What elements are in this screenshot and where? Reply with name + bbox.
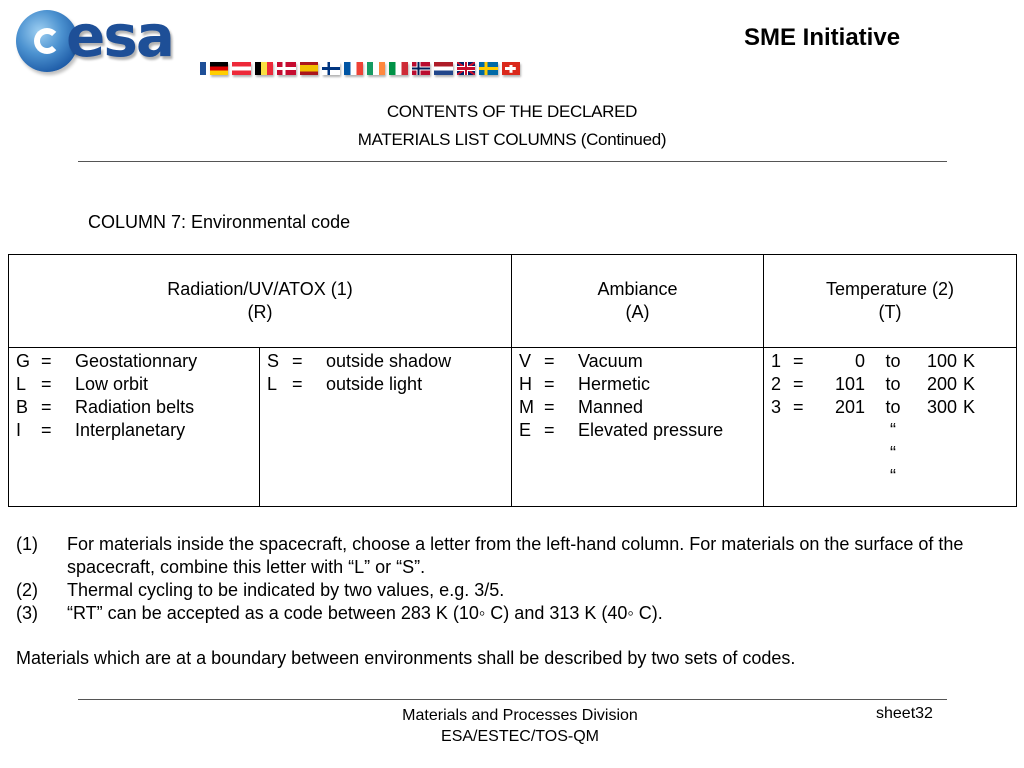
range-unit: K xyxy=(963,374,976,394)
ditto-row xyxy=(771,465,975,488)
code-row xyxy=(519,396,723,419)
flag-es-icon xyxy=(300,62,318,75)
footnote-number: (3) xyxy=(16,603,38,623)
code-row xyxy=(16,419,197,442)
sheet-number: sheet32 xyxy=(876,705,933,722)
equals-sign: = xyxy=(41,351,52,371)
radiation-orbit-list xyxy=(16,350,197,442)
temperature-row xyxy=(771,396,975,419)
code-letter: G xyxy=(16,351,31,371)
equals-sign: = xyxy=(544,351,555,371)
footnote-number: (2) xyxy=(16,580,38,600)
header-temperature-name: Temperature (2) xyxy=(825,279,955,299)
code-letter: E xyxy=(519,420,532,440)
equals-sign: = xyxy=(41,420,52,440)
radiation-exposure-cell xyxy=(260,348,512,507)
flag-be-icon xyxy=(255,62,273,75)
code-letter: V xyxy=(519,351,532,371)
footnote-text: “RT” can be accepted as a code between 283 K (10◦ C) and 313 K (40◦ C). xyxy=(67,603,663,623)
ditto-pad xyxy=(821,419,869,442)
range-from: 101 xyxy=(834,374,865,394)
footer-division: Materials and Processes Division xyxy=(402,707,638,724)
page-header-title: SME Initiative xyxy=(744,24,901,51)
flag-fr-icon xyxy=(344,62,362,75)
flag-no-icon xyxy=(412,62,430,75)
header-temperature xyxy=(764,255,1017,348)
temperature-code: 2 xyxy=(771,374,782,394)
equals-sign: = xyxy=(544,420,555,440)
code-row xyxy=(16,396,197,419)
code-row xyxy=(16,373,197,396)
code-letter: I xyxy=(16,420,22,440)
code-letter: L xyxy=(267,374,278,394)
code-meaning: Radiation belts xyxy=(75,397,195,417)
footer-divider xyxy=(78,699,947,700)
range-to-word: to xyxy=(885,351,901,371)
equals-sign: = xyxy=(793,351,804,371)
footnote-text: For materials inside the spacecraft, choose a letter from the left-hand column. For materials on the surface of the spacecraft, combine this letter with “L” or “S”. xyxy=(67,534,964,577)
code-row xyxy=(519,373,723,396)
flag-fi-icon xyxy=(322,62,340,75)
ditto-mark: “ xyxy=(890,443,896,463)
radiation-exposure-list xyxy=(267,350,451,396)
flag-at-icon xyxy=(232,62,250,75)
flag-de-icon xyxy=(210,62,228,75)
header-ambiance xyxy=(512,255,764,348)
ditto-row xyxy=(771,419,975,442)
temperature-cell xyxy=(764,348,1017,507)
ditto-pad xyxy=(771,419,793,442)
logo-wordmark: esa xyxy=(66,2,173,70)
range-unit: K xyxy=(963,351,976,371)
flag-uk-icon xyxy=(457,62,475,75)
member-flags xyxy=(200,62,520,75)
footnote-item xyxy=(16,579,1016,602)
footnote-number: (1) xyxy=(16,534,38,554)
range-upto: 300 xyxy=(926,397,957,417)
page-title xyxy=(0,98,1024,154)
code-meaning: Hermetic xyxy=(578,374,651,394)
code-row xyxy=(267,373,451,396)
equals-sign: = xyxy=(544,397,555,417)
code-row xyxy=(267,350,451,373)
header-ambiance-code: (A) xyxy=(625,302,650,322)
range-upto: 100 xyxy=(926,351,957,371)
header-radiation xyxy=(9,255,512,348)
radiation-orbit-cell xyxy=(9,348,260,507)
footnote-item xyxy=(16,602,1016,625)
code-letter: M xyxy=(519,397,534,417)
temperature-list xyxy=(771,350,975,488)
column-label: COLUMN 7: Environmental code xyxy=(88,212,351,232)
page-title-line-1: CONTENTS OF THE DECLARED xyxy=(386,102,638,121)
code-letter: L xyxy=(16,374,27,394)
header-temperature-code: (T) xyxy=(878,302,902,322)
ditto-pad xyxy=(771,465,793,488)
header-radiation-code: (R) xyxy=(247,302,273,322)
temperature-code: 3 xyxy=(771,397,782,417)
code-row xyxy=(16,350,197,373)
equals-sign: = xyxy=(292,351,303,371)
ditto-pad xyxy=(793,465,821,488)
environmental-code-table xyxy=(8,254,1017,507)
code-meaning: Vacuum xyxy=(578,351,643,371)
footer-organization xyxy=(362,705,678,747)
ditto-pad xyxy=(771,442,793,465)
equals-sign: = xyxy=(292,374,303,394)
flag-ie-icon xyxy=(367,62,385,75)
ditto-pad xyxy=(821,442,869,465)
ditto-pad xyxy=(821,465,869,488)
temperature-row xyxy=(771,350,975,373)
code-letter: H xyxy=(519,374,532,394)
flag-ch-icon xyxy=(502,62,520,75)
code-meaning: Manned xyxy=(578,397,644,417)
code-row xyxy=(519,419,723,442)
code-meaning: outside light xyxy=(326,374,423,394)
boundary-note: Materials which are at a boundary between environments shall be described by two sets of codes. xyxy=(16,648,796,668)
range-to-word: to xyxy=(885,397,901,417)
ditto-pad xyxy=(793,442,821,465)
code-meaning: Elevated pressure xyxy=(578,420,724,440)
code-row xyxy=(519,350,723,373)
esa-logo xyxy=(10,4,540,84)
flag-se-icon xyxy=(479,62,497,75)
range-to-word: to xyxy=(885,374,901,394)
page-title-line-2: MATERIALS LIST COLUMNS (Continued) xyxy=(357,130,667,149)
equals-sign: = xyxy=(793,397,804,417)
code-meaning: Geostationnary xyxy=(75,351,198,371)
footer-org: ESA/ESTEC/TOS-QM xyxy=(441,728,599,745)
flag-nl-icon xyxy=(434,62,452,75)
equals-sign: = xyxy=(793,374,804,394)
ambiance-cell xyxy=(512,348,764,507)
temperature-row xyxy=(771,373,975,396)
code-meaning: Low orbit xyxy=(75,374,149,394)
range-upto: 200 xyxy=(926,374,957,394)
equals-sign: = xyxy=(41,397,52,417)
footnote-text: Thermal cycling to be indicated by two values, e.g. 3/5. xyxy=(67,580,505,600)
ditto-mark: “ xyxy=(890,466,896,486)
flag-dk-icon xyxy=(277,62,295,75)
temperature-code: 1 xyxy=(771,351,782,371)
code-meaning: Interplanetary xyxy=(75,420,186,440)
ditto-row xyxy=(771,442,975,465)
flag-it-icon xyxy=(389,62,407,75)
ambiance-list xyxy=(519,350,723,442)
footnotes xyxy=(16,533,1016,625)
code-letter: B xyxy=(16,397,29,417)
range-from: 201 xyxy=(834,397,865,417)
code-letter: S xyxy=(267,351,280,371)
header-radiation-name: Radiation/UV/ATOX (1) xyxy=(167,279,353,299)
footnote-item xyxy=(16,533,1016,579)
ditto-pad xyxy=(793,419,821,442)
header-divider xyxy=(78,161,947,162)
range-unit: K xyxy=(963,397,976,417)
equals-sign: = xyxy=(41,374,52,394)
equals-sign: = xyxy=(544,374,555,394)
header-ambiance-name: Ambiance xyxy=(597,279,678,299)
range-from: 0 xyxy=(854,351,865,371)
code-meaning: outside shadow xyxy=(326,351,452,371)
ditto-mark: “ xyxy=(890,420,896,440)
